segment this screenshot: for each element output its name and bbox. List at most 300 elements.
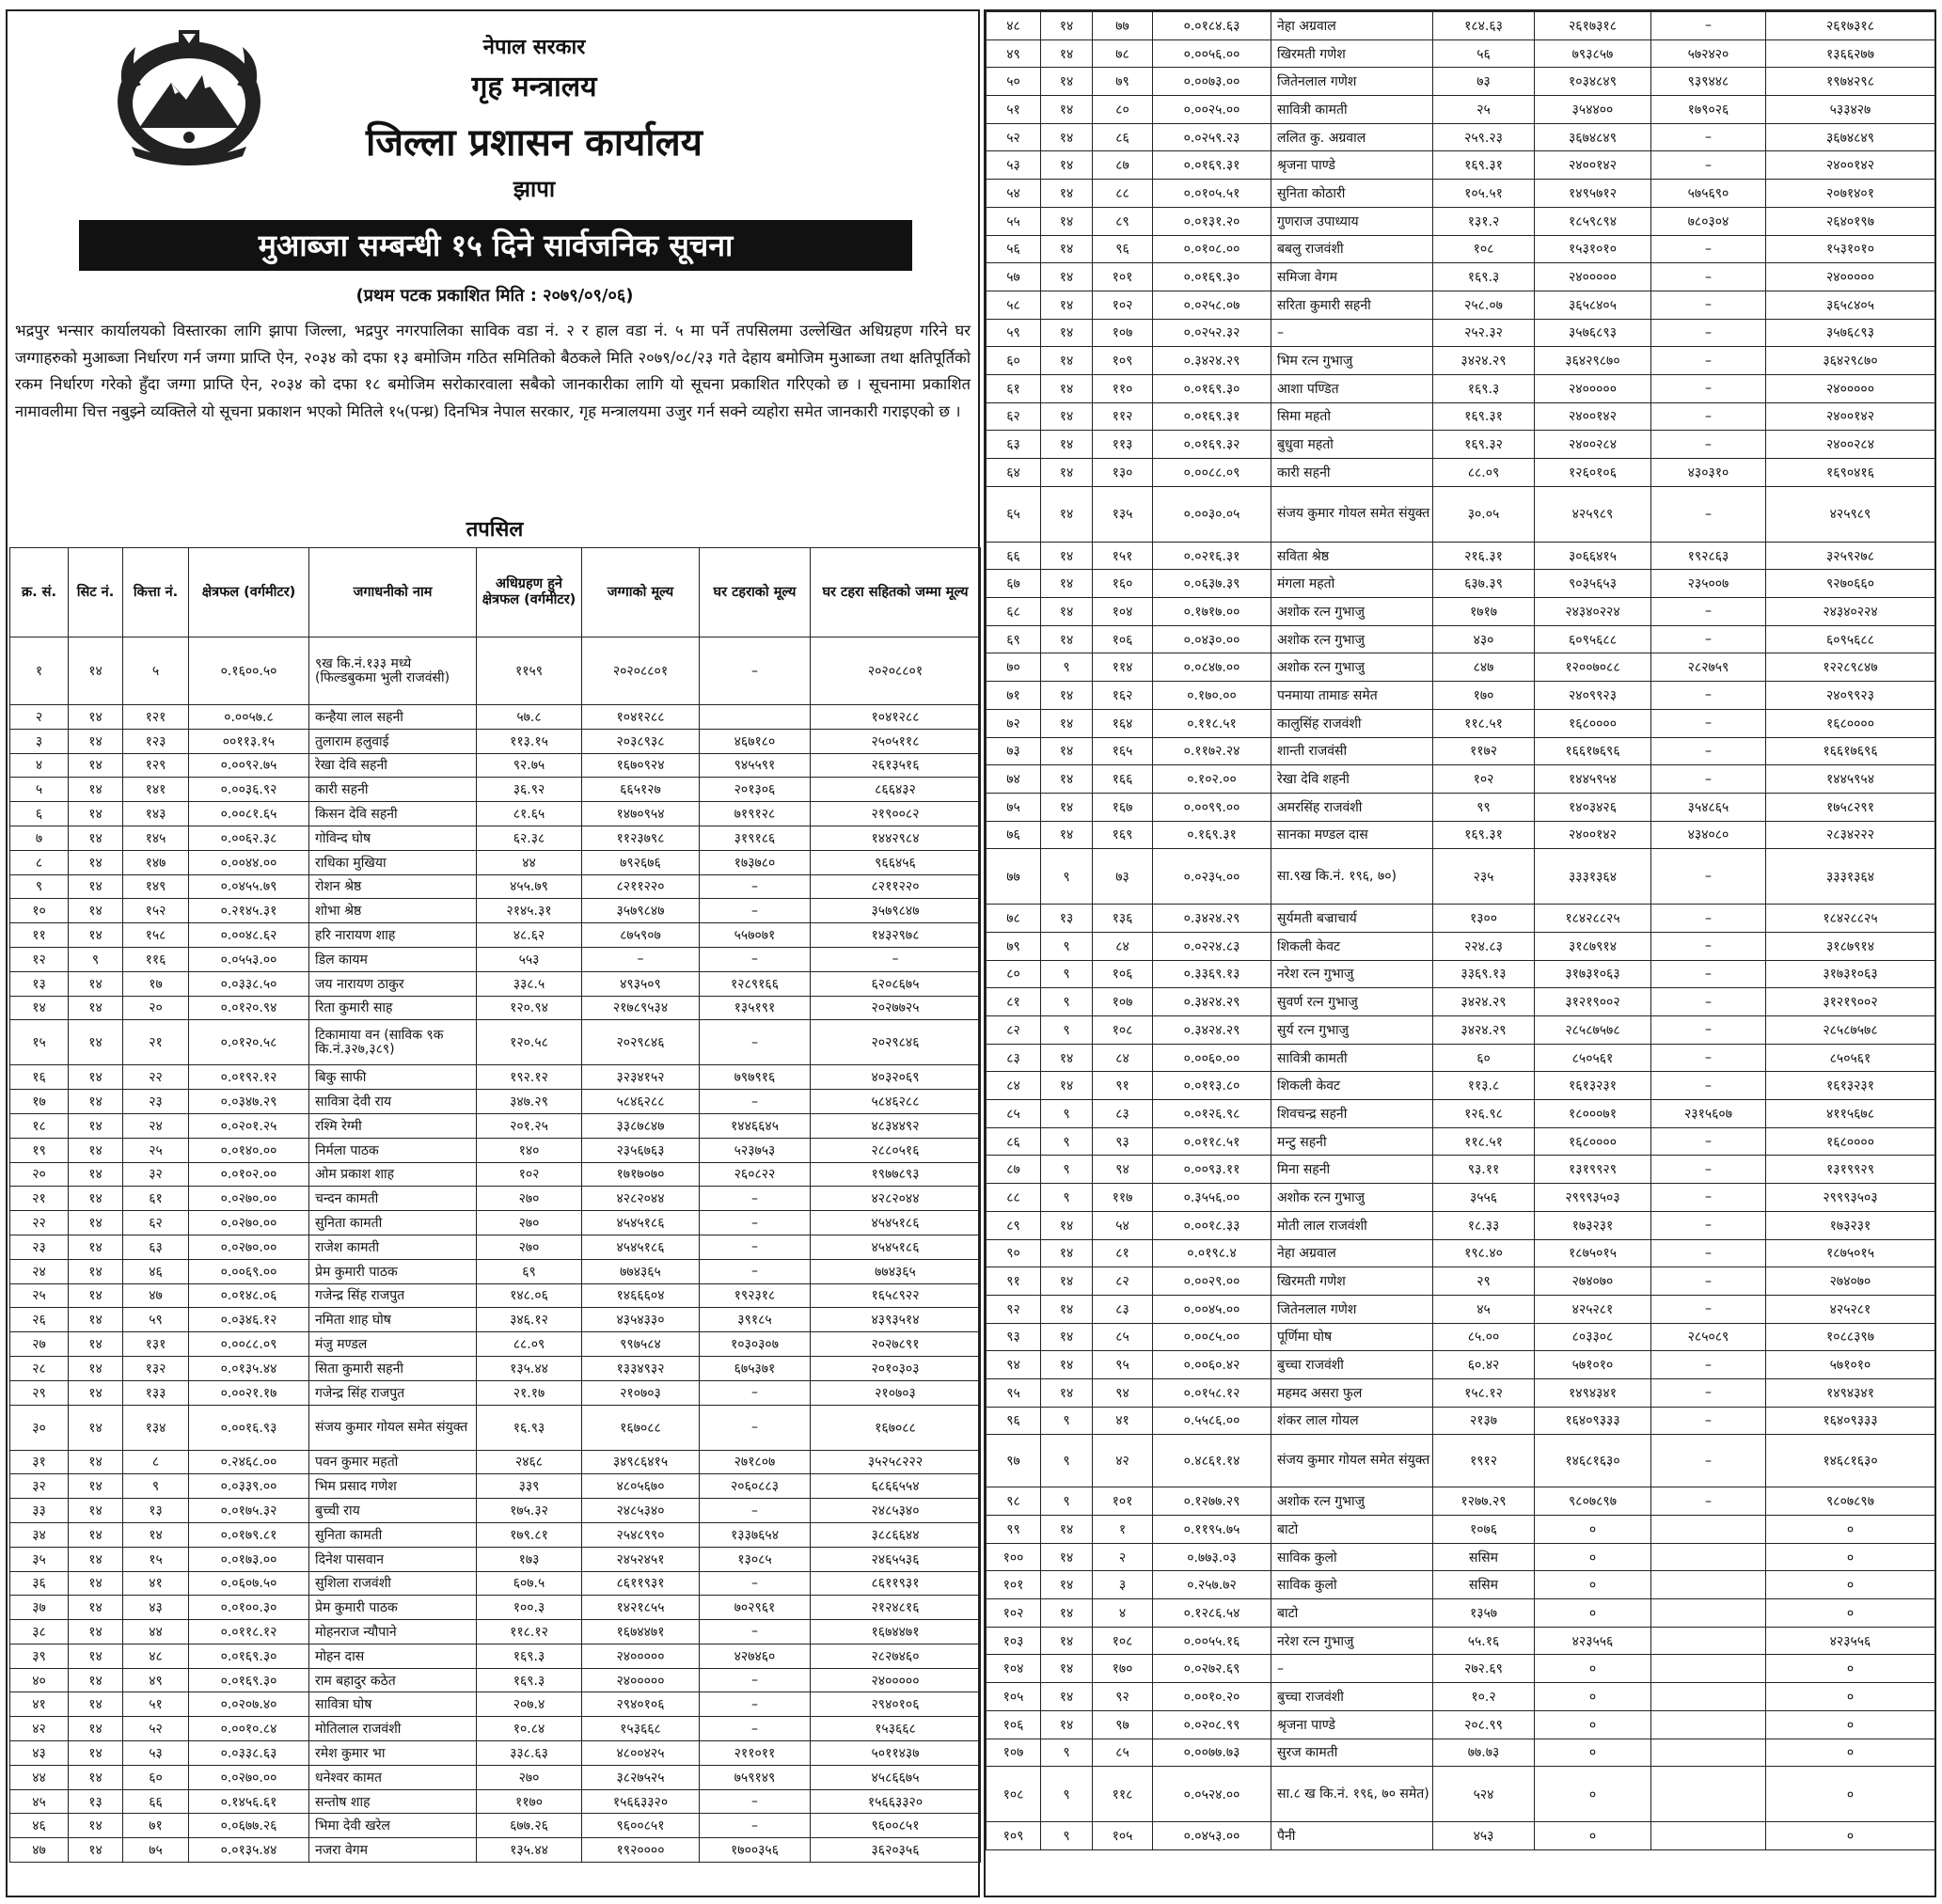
table-cell: १७३२३१ <box>1766 1211 1935 1239</box>
left-table-body <box>10 637 981 1863</box>
table-cell: १६७०९२४ <box>582 753 700 778</box>
table-cell: २४०९९२३ <box>1535 682 1651 710</box>
table-row <box>987 151 1935 180</box>
table-cell: ८८.०९ <box>477 1332 582 1357</box>
table-cell: धनेश्वर कामत <box>309 1765 477 1789</box>
table-cell: – <box>1651 374 1766 402</box>
table-cell: ८३ <box>1093 1295 1153 1323</box>
table-cell: १४ <box>1041 180 1093 208</box>
table-cell: १०० <box>987 1543 1041 1571</box>
table-cell: – <box>1651 1044 1766 1072</box>
table-cell: – <box>1651 932 1766 960</box>
table-cell: ३०६६४१५ <box>1535 542 1651 570</box>
table-cell: ४० <box>10 1668 69 1692</box>
table-cell: – <box>1651 988 1766 1016</box>
table-cell: १४ <box>1041 1211 1093 1239</box>
table-cell: १४१ <box>123 778 189 802</box>
table-row <box>987 1378 1935 1407</box>
publication-date: (प्रथम पटक प्रकाशित मिति : २०७९/०९/०६) <box>355 286 634 306</box>
table-cell: १६२ <box>1093 682 1153 710</box>
table-cell: रश्मि रेग्मी <box>309 1113 477 1138</box>
table-cell: ६६५१२७ <box>582 778 700 802</box>
table-row <box>10 1162 981 1187</box>
table-cell: २८५८७५७८ <box>1535 1016 1651 1045</box>
table-cell: पूर्णिमा घोष <box>1271 1323 1433 1351</box>
table-cell: ९ <box>1041 1127 1093 1156</box>
table-cell: १४ <box>69 1644 123 1668</box>
table-cell: ८२ <box>987 1016 1041 1045</box>
table-cell: २४००२८४ <box>1766 431 1935 459</box>
table-cell: २० <box>10 1162 69 1187</box>
table-cell: ९५ <box>987 1378 1041 1407</box>
table-cell: २१२४८१६ <box>811 1596 981 1620</box>
table-cell: पवन कुमार महतो <box>309 1450 477 1474</box>
table-cell: ९१ <box>987 1267 1041 1296</box>
table-cell: ३१८७९१४ <box>1535 932 1651 960</box>
table-cell: ०.०२३५.०० <box>1153 849 1271 905</box>
table-cell: ०.४८६१.१४ <box>1153 1435 1271 1487</box>
table-cell: ३५७९८४७ <box>811 899 981 923</box>
table-cell: ६८ <box>987 598 1041 626</box>
table-cell: २८ <box>10 1356 69 1380</box>
table-row <box>987 765 1935 794</box>
table-cell: ४६ <box>123 1259 189 1283</box>
table-cell: बिकु साफी <box>309 1065 477 1090</box>
table-cell: १८४२८८२५ <box>1766 905 1935 933</box>
table-cell: ४३४०८० <box>1651 821 1766 849</box>
table-cell: २३५ <box>1433 849 1535 905</box>
table-cell: १७ <box>123 971 189 996</box>
table-cell: १६९०४१६ <box>1766 459 1935 487</box>
table-cell: – <box>700 899 811 923</box>
table-cell: २२ <box>10 1211 69 1235</box>
table-cell: १२०.९४ <box>477 996 582 1020</box>
table-cell: ०.००२१.१७ <box>189 1380 309 1405</box>
table-cell: ० <box>1766 1571 1935 1599</box>
table-cell: ०.००८८.०९ <box>189 1332 309 1357</box>
table-cell: ३२३४१५२ <box>582 1065 700 1090</box>
table-row <box>987 1683 1935 1711</box>
table-cell: ४२ <box>1093 1435 1153 1487</box>
table-cell: ११८.५१ <box>1433 1127 1535 1156</box>
table-cell: १४० <box>477 1138 582 1162</box>
table-cell: १६७४४७१ <box>582 1620 700 1644</box>
table-cell: ३५७९८४७ <box>582 899 700 923</box>
table-cell: – <box>1651 849 1766 905</box>
table-cell: ० <box>1766 1767 1935 1822</box>
table-cell: ६२०८६७५ <box>811 971 981 996</box>
table-cell: ११७२ <box>1433 737 1535 765</box>
table-cell: १३३ <box>123 1380 189 1405</box>
table-cell: १६९.३ <box>1433 374 1535 402</box>
table-cell: – <box>700 1090 811 1114</box>
table-cell: बुच्चा राजवंशी <box>1271 1683 1433 1711</box>
table-row <box>987 932 1935 960</box>
table-row <box>10 1717 981 1741</box>
table-cell: १९२३१८ <box>700 1283 811 1308</box>
table-cell: ८८.०९ <box>1433 459 1535 487</box>
table-cell: प्रेम कुमारी पाठक <box>309 1596 477 1620</box>
table-cell: मोती लाल राजवंशी <box>1271 1211 1433 1239</box>
table-cell: ९०३५६५३ <box>1535 570 1651 598</box>
table-cell: ३७ <box>10 1596 69 1620</box>
table-cell: १४ <box>1041 291 1093 319</box>
table-cell: ९८०७८९७ <box>1535 1487 1651 1516</box>
table-cell: अशोक रत्न गुभाजु <box>1271 1184 1433 1212</box>
table-row <box>10 1644 981 1668</box>
table-cell: ३९ <box>10 1644 69 1668</box>
table-cell: १ <box>1093 1516 1153 1544</box>
table-row <box>10 1356 981 1380</box>
table-cell: १७० <box>1093 1655 1153 1683</box>
table-cell: – <box>1651 402 1766 431</box>
table-cell: ५३ <box>123 1741 189 1766</box>
table-row <box>10 729 981 753</box>
table-cell: २९ <box>10 1380 69 1405</box>
table-cell: १४ <box>1041 123 1093 151</box>
table-cell: १४ <box>69 802 123 826</box>
table-cell: ०.०१६९.३० <box>189 1668 309 1692</box>
table-cell: ४९३५०९ <box>582 971 700 996</box>
table-cell: ० <box>1535 1516 1651 1544</box>
table-cell: १६७ <box>1093 793 1153 821</box>
table-cell: १००.३ <box>477 1596 582 1620</box>
table-row <box>987 235 1935 263</box>
table-cell: ८९ <box>1093 207 1153 235</box>
table-cell: ९५ <box>1093 1351 1153 1379</box>
table-cell: ४१ <box>1093 1407 1153 1435</box>
table-cell: – <box>1651 431 1766 459</box>
table-cell: २७० <box>477 1211 582 1235</box>
table-cell: ४५४५१८६ <box>582 1211 700 1235</box>
office-title: जिल्ला प्रशासन कार्यालय <box>366 121 703 165</box>
table-cell: ४५५.७९ <box>477 874 582 899</box>
table-cell: सावित्रा देवी राय <box>309 1090 477 1114</box>
table-cell: १०१ <box>987 1571 1041 1599</box>
table-cell: १३३७६५४ <box>700 1522 811 1547</box>
table-cell: ५५.१६ <box>1433 1627 1535 1655</box>
table-cell: १४ <box>1041 1516 1093 1544</box>
table-cell: २४५२४५१ <box>582 1547 700 1571</box>
table-cell: ३४६.१२ <box>477 1308 582 1332</box>
table-cell: ०.०१६९.३१ <box>1153 402 1271 431</box>
table-cell: २१.१७ <box>477 1380 582 1405</box>
table-cell: ८९ <box>987 1211 1041 1239</box>
table-row <box>987 1351 1935 1379</box>
table-cell: १४ <box>1041 737 1093 765</box>
table-cell: ०.१६९.३१ <box>1153 821 1271 849</box>
table-cell: ओम प्रकाश शाह <box>309 1162 477 1187</box>
table-row <box>987 263 1935 291</box>
table-cell: १०१ <box>1093 263 1153 291</box>
table-cell: १५८.१२ <box>1433 1378 1535 1407</box>
table-cell: २४ <box>10 1259 69 1283</box>
table-cell: डिल कायम <box>309 947 477 971</box>
table-cell: रमेश कुमार भा <box>309 1741 477 1766</box>
table-cell: सुरज कामती <box>1271 1739 1433 1767</box>
column-header: सिट नं. <box>69 548 123 637</box>
table-cell: कालुसिंह राजवंशी <box>1271 709 1433 737</box>
table-cell <box>1651 1822 1766 1850</box>
table-cell: १३ <box>123 1499 189 1523</box>
table-cell: १४ <box>1041 1683 1093 1711</box>
table-cell: १५८ <box>123 923 189 948</box>
table-cell: ०.१७०.०० <box>1153 682 1271 710</box>
table-cell: ०.०१५८.१२ <box>1153 1378 1271 1407</box>
table-cell: ९२ <box>1093 1683 1153 1711</box>
table-cell: १०७ <box>1093 988 1153 1016</box>
table-cell: १६८०००० <box>1535 1127 1651 1156</box>
table-cell: १४ <box>1041 402 1093 431</box>
table-cell: ८७५९०७ <box>582 923 700 948</box>
table-cell: १३५ <box>1093 486 1153 542</box>
table-cell: ०.०४५३.०० <box>1153 1822 1271 1850</box>
table-cell: ०.०२५८.०७ <box>1153 291 1271 319</box>
compensation-table-right <box>986 11 1935 1850</box>
table-cell: १४ <box>69 1814 123 1838</box>
table-cell: १७५.३२ <box>477 1499 582 1523</box>
table-cell: १४४६६४५ <box>700 1113 811 1138</box>
table-cell: १४ <box>69 705 123 730</box>
table-cell: ८५ <box>1093 1739 1153 1767</box>
table-row <box>10 1620 981 1644</box>
table-cell: ९ <box>1041 1435 1093 1487</box>
table-cell: ३१२१९००२ <box>1535 988 1651 1016</box>
table-cell: ०.०१४८.०६ <box>189 1283 309 1308</box>
table-cell: २०१३०६ <box>700 778 811 802</box>
table-row <box>987 625 1935 653</box>
table-cell: दिनेश पासवान <box>309 1547 477 1571</box>
table-row <box>10 778 981 802</box>
table-cell: – <box>1651 263 1766 291</box>
table-cell: १४ <box>1041 682 1093 710</box>
table-cell: – <box>582 947 700 971</box>
table-cell: ६०७.५ <box>477 1571 582 1596</box>
table-cell: ९८०७८९७ <box>1766 1487 1935 1516</box>
table-cell: ९ <box>1041 1016 1093 1045</box>
table-cell: – <box>1651 1127 1766 1156</box>
table-cell: २१ <box>123 1020 189 1065</box>
table-cell: २५४८९९० <box>582 1522 700 1547</box>
table-row <box>10 971 981 996</box>
table-cell: ३०.०५ <box>1433 486 1535 542</box>
table-cell: ४१ <box>10 1692 69 1717</box>
table-cell: ५ <box>10 778 69 802</box>
table-cell: सुशिला राजवंशी <box>309 1571 477 1596</box>
table-cell: १८४२८८२५ <box>1535 905 1651 933</box>
table-cell: २०७.४ <box>477 1692 582 1717</box>
table-cell: १४४५९५४ <box>1766 765 1935 794</box>
table-cell: शिवचन्द्र सहनी <box>1271 1100 1433 1128</box>
table-cell: १७९.८१ <box>477 1522 582 1547</box>
table-cell: नरेश रत्न गुभाजु <box>1271 1627 1433 1655</box>
notice-banner: मुआब्जा सम्बन्धी १५ दिने सार्वजनिक सूचना <box>79 220 912 271</box>
table-cell: नमिता शाह घोष <box>309 1308 477 1332</box>
table-cell: ०.०६०७.५० <box>189 1571 309 1596</box>
table-cell: ४८००४२५ <box>582 1741 700 1766</box>
table-cell: १६५ <box>1093 737 1153 765</box>
table-cell: ९ <box>1041 1487 1093 1516</box>
table-cell: ससिम <box>1433 1543 1535 1571</box>
table-cell: २६४०१९७ <box>1766 207 1935 235</box>
table-row <box>987 1156 1935 1184</box>
table-cell: ७९७९१६ <box>700 1065 811 1090</box>
table-cell: ०.०३३८.६३ <box>189 1741 309 1766</box>
table-cell: १०५ <box>987 1683 1041 1711</box>
table-cell: ९६००८५१ <box>811 1814 981 1838</box>
table-cell: ४५४५१८६ <box>811 1211 981 1235</box>
table-cell: १०२ <box>1433 765 1535 794</box>
table-cell: ०.३३६९.१३ <box>1153 960 1271 988</box>
table-cell: ३५ <box>10 1547 69 1571</box>
table-cell: ११८ <box>1093 1767 1153 1822</box>
table-cell: २३५६७६३ <box>582 1138 700 1162</box>
table-cell: तुलाराम हलुवाई <box>309 729 477 753</box>
table-cell: ३४७.२९ <box>477 1090 582 1114</box>
table-cell: ३३६९.१३ <box>1433 960 1535 988</box>
table-row <box>10 1235 981 1259</box>
table-cell: ८८ <box>1093 180 1153 208</box>
table-cell: ११८.१२ <box>477 1620 582 1644</box>
table-row <box>987 96 1935 124</box>
table-cell: १३२ <box>123 1356 189 1380</box>
table-cell: मोहनराज न्यौपाने <box>309 1620 477 1644</box>
table-row <box>987 1407 1935 1435</box>
column-header: अधिग्रहण हुने क्षेत्रफल (वर्गमीटर) <box>477 548 582 637</box>
table-row <box>987 793 1935 821</box>
table-cell: ३६५८४०५ <box>1766 291 1935 319</box>
table-cell: १७१७०७० <box>582 1162 700 1187</box>
table-cell: ४४ <box>123 1620 189 1644</box>
table-cell: १७१७ <box>1433 598 1535 626</box>
table-cell: १२०.५८ <box>477 1020 582 1065</box>
table-cell <box>1651 1655 1766 1683</box>
table-cell: १४ <box>1041 1044 1093 1072</box>
table-cell: २६१७३१८ <box>1766 12 1935 40</box>
table-cell: १४ <box>1041 486 1093 542</box>
table-cell: २४६५५३६ <box>811 1547 981 1571</box>
table-cell: ३४ <box>10 1522 69 1547</box>
table-cell: १६४०९३३३ <box>1766 1407 1935 1435</box>
table-row <box>10 947 981 971</box>
table-cell: १४४२९८४ <box>811 826 981 850</box>
table-cell: ५७१०१० <box>1535 1351 1651 1379</box>
table-cell: गुणराज उपाध्याय <box>1271 207 1433 235</box>
table-cell: जितेनलाल गणेश <box>1271 1295 1433 1323</box>
table-row <box>10 1765 981 1789</box>
table-cell: १६९.३ <box>477 1668 582 1692</box>
table-cell: ३४२४.२९ <box>1433 988 1535 1016</box>
table-cell: १७३ <box>477 1547 582 1571</box>
table-cell: १०.२ <box>1433 1683 1535 1711</box>
table-row <box>987 12 1935 40</box>
table-cell: १३१९९२९ <box>1535 1156 1651 1184</box>
table-cell: १४६८१६३० <box>1535 1435 1651 1487</box>
table-cell: १२२८९८४७ <box>1766 653 1935 682</box>
table-cell: ९२७०६६० <box>1766 570 1935 598</box>
table-cell: ०.०११३.८० <box>1153 1072 1271 1100</box>
table-row <box>10 802 981 826</box>
table-cell: ३६७४८४९ <box>1535 123 1651 151</box>
table-row <box>10 1380 981 1405</box>
table-cell: ०.००६२.३८ <box>189 826 309 850</box>
table-row <box>10 1668 981 1692</box>
table-cell: ९६ <box>987 1407 1041 1435</box>
table-cell: – <box>1651 625 1766 653</box>
table-row <box>10 1308 981 1332</box>
table-cell: १६७४४७१ <box>811 1620 981 1644</box>
table-cell: ३४९८६४१५ <box>582 1450 700 1474</box>
table-cell: ९ <box>1041 1822 1093 1850</box>
table-cell: ३३३१३६४ <box>1766 849 1935 905</box>
table-cell: ०.०३३९.०० <box>189 1474 309 1499</box>
table-row <box>10 1814 981 1838</box>
table-cell: ०.७७३.०३ <box>1153 1543 1271 1571</box>
table-cell: ०.२४६८.०० <box>189 1450 309 1474</box>
table-cell: रिता कुमारी साह <box>309 996 477 1020</box>
table-cell: २७४०७० <box>1535 1267 1651 1296</box>
table-cell: ०.०१००.३० <box>189 1596 309 1620</box>
table-cell: – <box>1651 1072 1766 1100</box>
column-header: क्षेत्रफल (वर्गमीटर) <box>189 548 309 637</box>
table-cell: ३३८.५ <box>477 971 582 996</box>
table-cell: १३०० <box>1433 905 1535 933</box>
table-cell: ७०२९६१ <box>700 1596 811 1620</box>
table-row <box>10 1020 981 1065</box>
table-cell: ५३३४२७ <box>1766 96 1935 124</box>
table-cell: २०२०८८०१ <box>811 637 981 705</box>
table-cell: ९ <box>69 947 123 971</box>
table-cell: ४३० <box>1433 625 1535 653</box>
district-label: झापा <box>513 176 556 202</box>
table-cell: २३ <box>10 1235 69 1259</box>
table-row <box>987 1599 1935 1628</box>
table-cell: १०४१२८८ <box>811 705 981 730</box>
table-cell: ११८.५१ <box>1433 709 1535 737</box>
table-row <box>987 1710 1935 1739</box>
table-cell: ३१७३१०६३ <box>1766 960 1935 988</box>
table-cell: ०.३४२४.२९ <box>1153 347 1271 375</box>
column-header: घर टहराको मूल्य <box>700 548 811 637</box>
table-cell: २१४५.३१ <box>477 899 582 923</box>
table-cell: १४ <box>69 1522 123 1547</box>
table-cell: ३१७३१०६३ <box>1535 960 1651 988</box>
table-cell: ७५ <box>123 1838 189 1863</box>
table-cell: ७२ <box>987 709 1041 737</box>
table-cell: ४२ <box>10 1717 69 1741</box>
table-cell: ४९ <box>987 39 1041 68</box>
table-cell: ०.०२७०.०० <box>189 1211 309 1235</box>
table-cell: १०८ <box>1433 235 1535 263</box>
table-cell: बाटो <box>1271 1516 1433 1544</box>
table-row <box>10 1596 981 1620</box>
table-cell: ३५२५८२२२ <box>811 1450 981 1474</box>
table-row <box>10 1090 981 1114</box>
table-cell: ५०११४३७ <box>811 1741 981 1766</box>
table-cell: ४८ <box>987 12 1041 40</box>
table-cell: २१०७०३ <box>582 1380 700 1405</box>
table-cell: ८० <box>1093 96 1153 124</box>
table-cell: १३१९९२९ <box>1766 1156 1935 1184</box>
table-cell: ४३५४३३० <box>582 1308 700 1332</box>
table-row <box>987 1211 1935 1239</box>
table-cell: ०.०३४६.१२ <box>189 1308 309 1332</box>
table-cell: १८५९८९४ <box>1535 207 1651 235</box>
table-cell: ०.०४५५.७९ <box>189 874 309 899</box>
table-cell: आशा पण्डित <box>1271 374 1433 402</box>
table-cell: १० <box>10 899 69 923</box>
table-cell: १६६ <box>1093 765 1153 794</box>
